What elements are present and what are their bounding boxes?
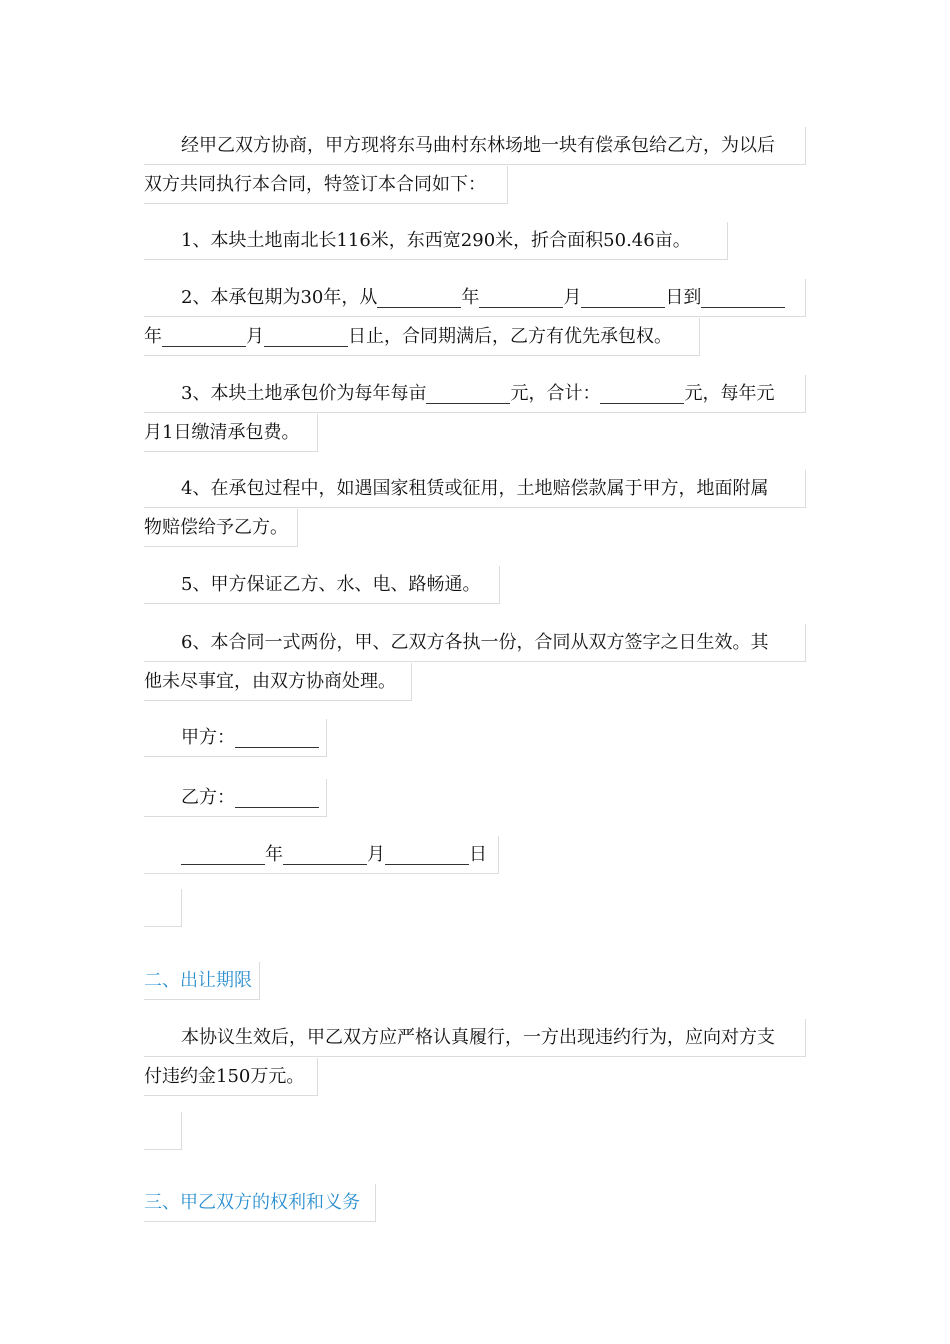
price-per-mu-blank[interactable] xyxy=(426,375,510,404)
party-b-label: 乙方： xyxy=(181,787,235,808)
clause-1-text: 1、本块土地南北长116米，东西宽290米，折合面积50.46亩。 xyxy=(181,230,691,251)
party-b-blank[interactable] xyxy=(235,779,319,808)
clause-3-post: 元，每年元 xyxy=(684,383,775,404)
clause-4-line-1 xyxy=(144,470,806,508)
clause-1 xyxy=(144,222,728,260)
clause-3-line-1 xyxy=(144,375,806,413)
clause-2-rest: 日止，合同期满后，乙方有优先承包权。 xyxy=(348,326,672,347)
clause-3-text-2: 月1日缴清承包费。 xyxy=(144,422,300,443)
intro-text-2: 双方共同执行本合同，特签订本合同如下： xyxy=(144,174,486,195)
day-to-label: 日到 xyxy=(665,287,702,308)
section-2-text-1: 本协议生效后，甲乙双方应严格认真履行，一方出现违约行为，应向对方支 xyxy=(181,1027,775,1048)
sign-year-label: 年 xyxy=(265,844,283,865)
end-year-blank[interactable] xyxy=(701,279,785,308)
year-label: 年 xyxy=(144,326,162,347)
clause-2-prefix: 2、本承包期为30年，从 xyxy=(181,287,378,308)
section-2-line-1 xyxy=(144,1019,806,1057)
start-year-blank[interactable] xyxy=(377,279,461,308)
section-3-heading-text: 三、甲乙双方的权利和义务 xyxy=(144,1192,360,1213)
clause-2-line-1 xyxy=(144,279,806,317)
party-a-blank[interactable] xyxy=(235,719,319,748)
empty-paragraph xyxy=(144,1112,182,1150)
clause-5-text: 5、甲方保证乙方、水、电、路畅通。 xyxy=(181,574,481,595)
total-price-blank[interactable] xyxy=(600,375,684,404)
intro-line-1 xyxy=(144,127,806,165)
year-label: 年 xyxy=(461,287,480,308)
clause-6-line-1 xyxy=(144,624,806,662)
intro-line-2 xyxy=(144,166,508,204)
start-day-blank[interactable] xyxy=(581,279,665,308)
sign-year-blank[interactable] xyxy=(181,836,265,865)
month-label: 月 xyxy=(563,287,582,308)
signing-date xyxy=(144,836,499,874)
start-month-blank[interactable] xyxy=(479,279,563,308)
clause-4-line-2 xyxy=(144,509,298,547)
clause-4-text-1: 4、在承包过程中，如遇国家租赁或征用，土地赔偿款属于甲方，地面附属 xyxy=(181,478,769,499)
clause-6-text-1: 6、本合同一式两份，甲、乙双方各执一份，合同从双方签字之日生效。其 xyxy=(181,632,769,653)
section-2-line-2 xyxy=(144,1058,318,1096)
month-label: 月 xyxy=(246,326,264,347)
end-day-blank[interactable] xyxy=(264,318,348,347)
clause-4-text-2: 物赔偿给予乙方。 xyxy=(144,517,288,538)
clause-2-line-2 xyxy=(144,318,700,356)
party-a-signature xyxy=(144,719,327,757)
sign-day-blank[interactable] xyxy=(385,836,469,865)
clause-6-line-2 xyxy=(144,663,412,701)
sign-day-label: 日 xyxy=(469,844,487,865)
section-3-heading xyxy=(144,1184,376,1222)
empty-paragraph xyxy=(144,889,182,927)
party-b-signature xyxy=(144,779,327,817)
sign-month-blank[interactable] xyxy=(283,836,367,865)
clause-3-mid: 元，合计： xyxy=(510,383,601,404)
intro-text-1: 经甲乙双方协商，甲方现将东马曲村东林场地一块有偿承包给乙方，为以后 xyxy=(181,135,775,156)
section-2-heading xyxy=(144,962,260,1000)
end-month-blank[interactable] xyxy=(162,318,246,347)
sign-month-label: 月 xyxy=(367,844,385,865)
party-a-label: 甲方： xyxy=(181,727,235,748)
clause-3-prefix: 3、本块土地承包价为每年每亩 xyxy=(181,383,427,404)
clause-6-text-2: 他未尽事宜，由双方协商处理。 xyxy=(144,671,396,692)
clause-3-line-2 xyxy=(144,414,318,452)
section-2-text-2: 付违约金150万元。 xyxy=(144,1066,305,1087)
section-2-heading-text: 二、出让期限 xyxy=(144,970,252,991)
clause-5 xyxy=(144,566,500,604)
